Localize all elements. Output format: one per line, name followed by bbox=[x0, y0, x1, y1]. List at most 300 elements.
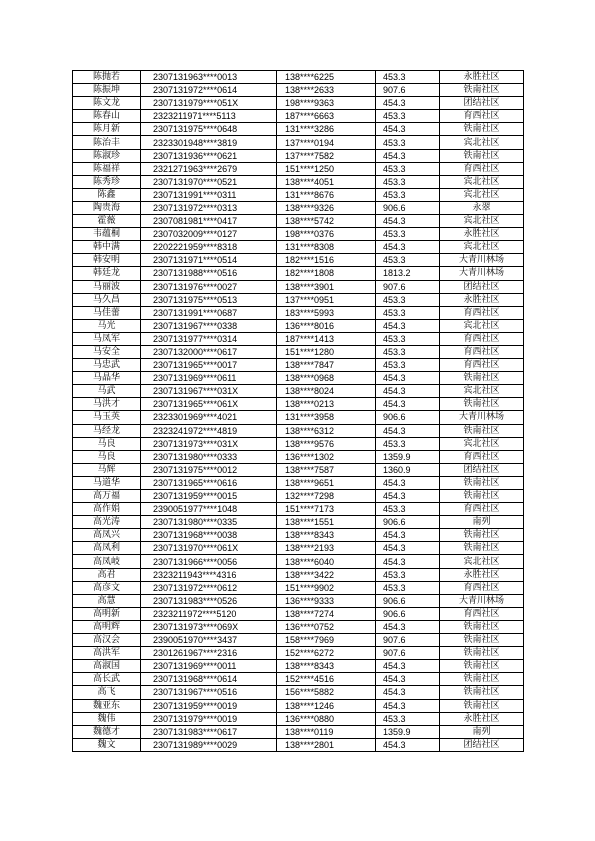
community-cell: 铁南社区 bbox=[440, 647, 524, 660]
community-cell: 宾北社区 bbox=[440, 136, 524, 149]
amount-cell: 454.3 bbox=[376, 319, 440, 332]
phone-cell: 138****8343 bbox=[277, 529, 376, 542]
table-row bbox=[73, 476, 524, 489]
name-cell: 高慧 bbox=[73, 594, 141, 607]
phone-cell: 152****6272 bbox=[277, 647, 376, 660]
amount-cell: 906.6 bbox=[376, 411, 440, 424]
name-cell: 高彦文 bbox=[73, 581, 141, 594]
phone-cell: 137****7582 bbox=[277, 149, 376, 162]
table-row bbox=[73, 188, 524, 201]
name-cell: 魏德才 bbox=[73, 725, 141, 738]
community-cell: 宾北社区 bbox=[440, 188, 524, 201]
name-cell: 陈抛若 bbox=[73, 71, 141, 84]
amount-cell: 453.3 bbox=[376, 712, 440, 725]
id-number-cell: 2307131968****0614 bbox=[141, 673, 277, 686]
id-number-cell: 2307131969****0011 bbox=[141, 660, 277, 673]
phone-cell: 136****1302 bbox=[277, 450, 376, 463]
community-cell: 团结社区 bbox=[440, 280, 524, 293]
phone-cell: 136****0880 bbox=[277, 712, 376, 725]
id-number-cell: 2307131989****0029 bbox=[141, 738, 277, 751]
phone-cell: 138****7274 bbox=[277, 607, 376, 620]
community-cell: 永胜社区 bbox=[440, 71, 524, 84]
name-cell: 马丽波 bbox=[73, 280, 141, 293]
phone-cell: 138****1551 bbox=[277, 516, 376, 529]
phone-cell: 136****8016 bbox=[277, 319, 376, 332]
amount-cell: 453.3 bbox=[376, 71, 440, 84]
table-row bbox=[73, 542, 524, 555]
amount-cell: 1359.9 bbox=[376, 450, 440, 463]
table-row bbox=[73, 162, 524, 175]
id-number-cell: 2202221959****8318 bbox=[141, 241, 277, 254]
name-cell: 高凤兴 bbox=[73, 529, 141, 542]
name-cell: 马玉英 bbox=[73, 411, 141, 424]
phone-cell: 138****3422 bbox=[277, 568, 376, 581]
table-row bbox=[73, 411, 524, 424]
amount-cell: 453.3 bbox=[376, 136, 440, 149]
community-cell: 宾北社区 bbox=[440, 215, 524, 228]
name-cell: 高凤岐 bbox=[73, 555, 141, 568]
phone-cell: 198****9363 bbox=[277, 97, 376, 110]
community-cell: 育西社区 bbox=[440, 162, 524, 175]
amount-cell: 453.3 bbox=[376, 503, 440, 516]
phone-cell: 138****2633 bbox=[277, 84, 376, 97]
id-number-cell: 2323241972****4819 bbox=[141, 424, 277, 437]
amount-cell: 906.6 bbox=[376, 607, 440, 620]
id-number-cell: 2307131959****0015 bbox=[141, 490, 277, 503]
name-cell: 陈秀珍 bbox=[73, 175, 141, 188]
id-number-cell: 2307131979****051X bbox=[141, 97, 277, 110]
name-cell: 马佳蕾 bbox=[73, 306, 141, 319]
amount-cell: 453.3 bbox=[376, 188, 440, 201]
phone-cell: 138****2193 bbox=[277, 542, 376, 555]
phone-cell: 138****8343 bbox=[277, 660, 376, 673]
amount-cell: 454.3 bbox=[376, 555, 440, 568]
community-cell: 团结社区 bbox=[440, 463, 524, 476]
phone-cell: 138****4051 bbox=[277, 175, 376, 188]
community-cell: 育西社区 bbox=[440, 332, 524, 345]
name-cell: 马久昌 bbox=[73, 293, 141, 306]
phone-cell: 138****6312 bbox=[277, 424, 376, 437]
community-cell: 宾北社区 bbox=[440, 319, 524, 332]
table-row bbox=[73, 647, 524, 660]
table-row bbox=[73, 529, 524, 542]
amount-cell: 454.3 bbox=[376, 215, 440, 228]
table-row bbox=[73, 516, 524, 529]
phone-cell: 131****3286 bbox=[277, 123, 376, 136]
amount-cell: 454.3 bbox=[376, 476, 440, 489]
table-row bbox=[73, 372, 524, 385]
amount-cell: 453.3 bbox=[376, 345, 440, 358]
table-row bbox=[73, 215, 524, 228]
phone-cell: 183****5993 bbox=[277, 306, 376, 319]
community-cell: 育西社区 bbox=[440, 306, 524, 319]
phone-cell: 136****0752 bbox=[277, 620, 376, 633]
name-cell: 高飞 bbox=[73, 686, 141, 699]
name-cell: 陈振坤 bbox=[73, 84, 141, 97]
name-cell: 马辉 bbox=[73, 463, 141, 476]
id-number-cell: 2307131965****061X bbox=[141, 398, 277, 411]
name-cell: 马良 bbox=[73, 437, 141, 450]
community-cell: 育西社区 bbox=[440, 345, 524, 358]
amount-cell: 454.3 bbox=[376, 372, 440, 385]
id-number-cell: 2390051970****3437 bbox=[141, 634, 277, 647]
amount-cell: 453.3 bbox=[376, 162, 440, 175]
name-cell: 马安全 bbox=[73, 345, 141, 358]
phone-cell: 137****0951 bbox=[277, 293, 376, 306]
table-row bbox=[73, 201, 524, 214]
community-cell: 育西社区 bbox=[440, 503, 524, 516]
table-row bbox=[73, 254, 524, 267]
phone-cell: 182****1516 bbox=[277, 254, 376, 267]
phone-cell: 138****7587 bbox=[277, 463, 376, 476]
community-cell: 铁南社区 bbox=[440, 123, 524, 136]
id-number-cell: 2307131970****0521 bbox=[141, 175, 277, 188]
amount-cell: 454.3 bbox=[376, 490, 440, 503]
name-cell: 高洪军 bbox=[73, 647, 141, 660]
community-cell: 铁南社区 bbox=[440, 542, 524, 555]
community-cell: 育西社区 bbox=[440, 110, 524, 123]
id-number-cell: 2307131959****0019 bbox=[141, 699, 277, 712]
phone-cell: 138****3901 bbox=[277, 280, 376, 293]
recipient-table bbox=[72, 70, 524, 752]
community-cell: 育西社区 bbox=[440, 450, 524, 463]
community-cell: 铁南社区 bbox=[440, 660, 524, 673]
id-number-cell: 2307131991****0687 bbox=[141, 306, 277, 319]
table-row bbox=[73, 359, 524, 372]
id-number-cell: 2307131965****0017 bbox=[141, 359, 277, 372]
name-cell: 魏文 bbox=[73, 738, 141, 751]
table-row bbox=[73, 149, 524, 162]
amount-cell: 454.3 bbox=[376, 738, 440, 751]
id-number-cell: 2307131970****061X bbox=[141, 542, 277, 555]
id-number-cell: 2307081981****0417 bbox=[141, 215, 277, 228]
community-cell: 宾北社区 bbox=[440, 437, 524, 450]
id-number-cell: 2323211943****4316 bbox=[141, 568, 277, 581]
id-number-cell: 2307131965****0616 bbox=[141, 476, 277, 489]
id-number-cell: 2307032009****0127 bbox=[141, 228, 277, 241]
table-row bbox=[73, 699, 524, 712]
name-cell: 高万福 bbox=[73, 490, 141, 503]
phone-cell: 131****8676 bbox=[277, 188, 376, 201]
table-row bbox=[73, 634, 524, 647]
id-number-cell: 2307131975****0513 bbox=[141, 293, 277, 306]
table-row bbox=[73, 568, 524, 581]
phone-cell: 187****6663 bbox=[277, 110, 376, 123]
amount-cell: 453.3 bbox=[376, 175, 440, 188]
name-cell: 韩安明 bbox=[73, 254, 141, 267]
amount-cell: 454.3 bbox=[376, 97, 440, 110]
name-cell: 高君 bbox=[73, 568, 141, 581]
phone-cell: 138****9326 bbox=[277, 201, 376, 214]
id-number-cell: 2307131966****0056 bbox=[141, 555, 277, 568]
table-row bbox=[73, 345, 524, 358]
amount-cell: 453.3 bbox=[376, 306, 440, 319]
table-row bbox=[73, 673, 524, 686]
amount-cell: 454.3 bbox=[376, 385, 440, 398]
name-cell: 高明辉 bbox=[73, 620, 141, 633]
community-cell: 宾北社区 bbox=[440, 385, 524, 398]
table-row bbox=[73, 490, 524, 503]
amount-cell: 1359.9 bbox=[376, 725, 440, 738]
amount-cell: 907.6 bbox=[376, 280, 440, 293]
community-cell: 团结社区 bbox=[440, 97, 524, 110]
name-cell: 高凤利 bbox=[73, 542, 141, 555]
name-cell: 陈福祥 bbox=[73, 162, 141, 175]
id-number-cell: 2321271963****2679 bbox=[141, 162, 277, 175]
id-number-cell: 2307131963****0013 bbox=[141, 71, 277, 84]
table-row bbox=[73, 463, 524, 476]
community-cell: 铁南社区 bbox=[440, 84, 524, 97]
amount-cell: 454.3 bbox=[376, 542, 440, 555]
table-row bbox=[73, 97, 524, 110]
amount-cell: 453.3 bbox=[376, 581, 440, 594]
phone-cell: 138****1246 bbox=[277, 699, 376, 712]
amount-cell: 907.6 bbox=[376, 634, 440, 647]
phone-cell: 138****9576 bbox=[277, 437, 376, 450]
community-cell: 铁南社区 bbox=[440, 149, 524, 162]
id-number-cell: 2307132000****0617 bbox=[141, 345, 277, 358]
id-number-cell: 2307131975****0012 bbox=[141, 463, 277, 476]
phone-cell: 137****0194 bbox=[277, 136, 376, 149]
phone-cell: 138****0119 bbox=[277, 725, 376, 738]
amount-cell: 453.3 bbox=[376, 568, 440, 581]
community-cell: 团结社区 bbox=[440, 738, 524, 751]
phone-cell: 138****5742 bbox=[277, 215, 376, 228]
id-number-cell: 2307131983****0526 bbox=[141, 594, 277, 607]
id-number-cell: 2307131967****0516 bbox=[141, 686, 277, 699]
name-cell: 马忠武 bbox=[73, 359, 141, 372]
id-number-cell: 2307131980****0333 bbox=[141, 450, 277, 463]
community-cell: 铁南社区 bbox=[440, 398, 524, 411]
amount-cell: 454.3 bbox=[376, 620, 440, 633]
id-number-cell: 2307131979****0019 bbox=[141, 712, 277, 725]
name-cell: 马凤军 bbox=[73, 332, 141, 345]
table-row bbox=[73, 620, 524, 633]
id-number-cell: 2323211972****5120 bbox=[141, 607, 277, 620]
community-cell: 铁南社区 bbox=[440, 699, 524, 712]
community-cell: 永胜社区 bbox=[440, 228, 524, 241]
amount-cell: 454.3 bbox=[376, 149, 440, 162]
amount-cell: 907.6 bbox=[376, 647, 440, 660]
community-cell: 大青川林场 bbox=[440, 594, 524, 607]
table-row bbox=[73, 712, 524, 725]
name-cell: 马道华 bbox=[73, 476, 141, 489]
id-number-cell: 2307131972****0612 bbox=[141, 581, 277, 594]
table-row bbox=[73, 175, 524, 188]
phone-cell: 182****1808 bbox=[277, 267, 376, 280]
community-cell: 宾北社区 bbox=[440, 175, 524, 188]
name-cell: 魏伟 bbox=[73, 712, 141, 725]
community-cell: 铁南社区 bbox=[440, 529, 524, 542]
amount-cell: 454.3 bbox=[376, 673, 440, 686]
name-cell: 陈春山 bbox=[73, 110, 141, 123]
name-cell: 霍薇 bbox=[73, 215, 141, 228]
community-cell: 铁南社区 bbox=[440, 620, 524, 633]
phone-cell: 138****2801 bbox=[277, 738, 376, 751]
table-row bbox=[73, 267, 524, 280]
community-cell: 宾北社区 bbox=[440, 555, 524, 568]
id-number-cell: 2307131976****0027 bbox=[141, 280, 277, 293]
id-number-cell: 2390051977****1048 bbox=[141, 503, 277, 516]
id-number-cell: 2307131983****0617 bbox=[141, 725, 277, 738]
name-cell: 陈文龙 bbox=[73, 97, 141, 110]
phone-cell: 138****6040 bbox=[277, 555, 376, 568]
community-cell: 育西社区 bbox=[440, 607, 524, 620]
table-row bbox=[73, 136, 524, 149]
id-number-cell: 2307131967****031X bbox=[141, 385, 277, 398]
phone-cell: 136****9333 bbox=[277, 594, 376, 607]
community-cell: 永胜社区 bbox=[440, 712, 524, 725]
name-cell: 陈月新 bbox=[73, 123, 141, 136]
id-number-cell: 2323211971****5113 bbox=[141, 110, 277, 123]
id-number-cell: 2307131969****0611 bbox=[141, 372, 277, 385]
name-cell: 马晶华 bbox=[73, 372, 141, 385]
name-cell: 韩廷龙 bbox=[73, 267, 141, 280]
community-cell: 铁南社区 bbox=[440, 686, 524, 699]
table-row bbox=[73, 280, 524, 293]
name-cell: 陈鑫 bbox=[73, 188, 141, 201]
amount-cell: 453.3 bbox=[376, 359, 440, 372]
community-cell: 永翠 bbox=[440, 201, 524, 214]
id-number-cell: 2307131973****069X bbox=[141, 620, 277, 633]
amount-cell: 453.3 bbox=[376, 293, 440, 306]
table-row bbox=[73, 450, 524, 463]
name-cell: 马洪才 bbox=[73, 398, 141, 411]
phone-cell: 187****1413 bbox=[277, 332, 376, 345]
name-cell: 高长武 bbox=[73, 673, 141, 686]
name-cell: 马武 bbox=[73, 385, 141, 398]
amount-cell: 454.3 bbox=[376, 123, 440, 136]
phone-cell: 132****7298 bbox=[277, 490, 376, 503]
phone-cell: 158****7969 bbox=[277, 634, 376, 647]
table-row bbox=[73, 437, 524, 450]
recipient-table-body bbox=[73, 71, 524, 752]
phone-cell: 138****0968 bbox=[277, 372, 376, 385]
id-number-cell: 2307131971****0514 bbox=[141, 254, 277, 267]
phone-cell: 138****9651 bbox=[277, 476, 376, 489]
name-cell: 陈淑珍 bbox=[73, 149, 141, 162]
table-row bbox=[73, 725, 524, 738]
table-row bbox=[73, 293, 524, 306]
name-cell: 高作娟 bbox=[73, 503, 141, 516]
id-number-cell: 2307131980****0335 bbox=[141, 516, 277, 529]
id-number-cell: 2307131972****0313 bbox=[141, 201, 277, 214]
community-cell: 铁南社区 bbox=[440, 424, 524, 437]
name-cell: 魏亚东 bbox=[73, 699, 141, 712]
community-cell: 永胜社区 bbox=[440, 568, 524, 581]
id-number-cell: 2307131975****0648 bbox=[141, 123, 277, 136]
table-row bbox=[73, 686, 524, 699]
name-cell: 高淑国 bbox=[73, 660, 141, 673]
table-row bbox=[73, 555, 524, 568]
phone-cell: 138****8024 bbox=[277, 385, 376, 398]
amount-cell: 453.3 bbox=[376, 437, 440, 450]
amount-cell: 454.3 bbox=[376, 660, 440, 673]
table-row bbox=[73, 71, 524, 84]
community-cell: 永胜社区 bbox=[440, 293, 524, 306]
amount-cell: 453.3 bbox=[376, 332, 440, 345]
amount-cell: 454.3 bbox=[376, 424, 440, 437]
id-number-cell: 2323301948****3819 bbox=[141, 136, 277, 149]
amount-cell: 906.6 bbox=[376, 201, 440, 214]
table-row bbox=[73, 660, 524, 673]
amount-cell: 454.3 bbox=[376, 686, 440, 699]
id-number-cell: 2307131977****0314 bbox=[141, 332, 277, 345]
amount-cell: 906.6 bbox=[376, 594, 440, 607]
table-row bbox=[73, 110, 524, 123]
phone-cell: 152****4516 bbox=[277, 673, 376, 686]
amount-cell: 454.3 bbox=[376, 398, 440, 411]
amount-cell: 454.3 bbox=[376, 699, 440, 712]
table-row bbox=[73, 319, 524, 332]
id-number-cell: 2307131967****0338 bbox=[141, 319, 277, 332]
community-cell: 南列 bbox=[440, 725, 524, 738]
name-cell: 马光 bbox=[73, 319, 141, 332]
phone-cell: 151****1250 bbox=[277, 162, 376, 175]
community-cell: 铁南社区 bbox=[440, 673, 524, 686]
community-cell: 大青川林场 bbox=[440, 411, 524, 424]
id-number-cell: 2323301969****4021 bbox=[141, 411, 277, 424]
name-cell: 陈治丰 bbox=[73, 136, 141, 149]
table-row bbox=[73, 123, 524, 136]
name-cell: 马经龙 bbox=[73, 424, 141, 437]
table-row bbox=[73, 581, 524, 594]
id-number-cell: 2307131968****0038 bbox=[141, 529, 277, 542]
id-number-cell: 2307131973****031X bbox=[141, 437, 277, 450]
name-cell: 高光涛 bbox=[73, 516, 141, 529]
phone-cell: 151****1280 bbox=[277, 345, 376, 358]
table-row bbox=[73, 424, 524, 437]
amount-cell: 1813.2 bbox=[376, 267, 440, 280]
amount-cell: 453.3 bbox=[376, 254, 440, 267]
amount-cell: 454.3 bbox=[376, 529, 440, 542]
id-number-cell: 2307131991****0311 bbox=[141, 188, 277, 201]
table-row bbox=[73, 607, 524, 620]
id-number-cell: 2307131972****0614 bbox=[141, 84, 277, 97]
community-cell: 大青川林场 bbox=[440, 254, 524, 267]
community-cell: 南列 bbox=[440, 516, 524, 529]
table-row bbox=[73, 241, 524, 254]
table-row bbox=[73, 332, 524, 345]
phone-cell: 138****7847 bbox=[277, 359, 376, 372]
phone-cell: 151****7173 bbox=[277, 503, 376, 516]
phone-cell: 131****8308 bbox=[277, 241, 376, 254]
amount-cell: 453.3 bbox=[376, 110, 440, 123]
community-cell: 宾北社区 bbox=[440, 241, 524, 254]
table-row bbox=[73, 503, 524, 516]
id-number-cell: 2307131936****0621 bbox=[141, 149, 277, 162]
table-row bbox=[73, 228, 524, 241]
name-cell: 马良 bbox=[73, 450, 141, 463]
table-row bbox=[73, 398, 524, 411]
amount-cell: 1360.9 bbox=[376, 463, 440, 476]
name-cell: 韦蕴桐 bbox=[73, 228, 141, 241]
table-row bbox=[73, 385, 524, 398]
phone-cell: 138****0213 bbox=[277, 398, 376, 411]
table-row bbox=[73, 84, 524, 97]
community-cell: 铁南社区 bbox=[440, 476, 524, 489]
community-cell: 铁南社区 bbox=[440, 372, 524, 385]
community-cell: 铁南社区 bbox=[440, 634, 524, 647]
table-row bbox=[73, 594, 524, 607]
community-cell: 育西社区 bbox=[440, 359, 524, 372]
name-cell: 高明新 bbox=[73, 607, 141, 620]
table-row bbox=[73, 738, 524, 751]
name-cell: 陶贵海 bbox=[73, 201, 141, 214]
amount-cell: 453.3 bbox=[376, 228, 440, 241]
community-cell: 大青川林场 bbox=[440, 267, 524, 280]
phone-cell: 131****3958 bbox=[277, 411, 376, 424]
